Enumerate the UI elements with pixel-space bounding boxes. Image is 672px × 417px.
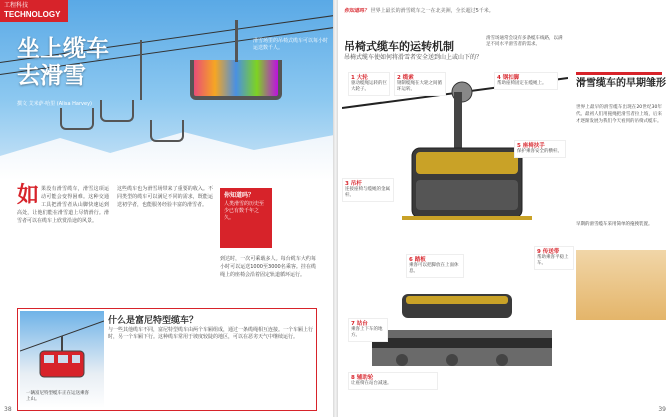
sidebar-box xyxy=(17,308,317,411)
hero-photo xyxy=(0,0,334,180)
callout-6-text: 乘客可以把脚放在上面休息。 xyxy=(409,263,459,274)
chairlift-seat xyxy=(150,120,184,142)
callout-6 xyxy=(406,254,464,278)
callout-9 xyxy=(534,246,574,270)
callout-8 xyxy=(348,372,438,390)
chair-hanger xyxy=(140,40,142,100)
article-title xyxy=(17,36,109,90)
byline: 撰文 艾米萨·哈里 (Alisa Harvey) xyxy=(17,101,93,107)
body-column-3: 到达时，一次可乘载多人。每台缆车大约每小时可以运送1000至3000名乘客。挂在缆绳上的座椅会沿着固定轨道循环运行。 xyxy=(220,256,316,278)
title-line-1: 坐上缆车 xyxy=(17,36,109,62)
sidebar-text: 与一些其他缆车不同，富尼特型缆车由两个车厢组成，通过一条缆绳相互连接。一个车厢上行时，另一个车厢下行。这种缆车常用于坡度较陡的地区，可以在恶劣天气中继续运行。 xyxy=(108,327,314,340)
right-page xyxy=(338,0,672,417)
funicular-photo xyxy=(20,311,104,408)
callout-5-head: 5 座椅扶手 xyxy=(517,143,545,149)
pull-quote-text: 人类滑雪的历史至少已有数千年之久。 xyxy=(224,201,265,221)
callout-8-head: 8 辅助轮 xyxy=(351,375,374,381)
chairlift-seat xyxy=(60,108,94,130)
callout-2-text: 钢制缆绳在大轮之间循环运转。 xyxy=(397,81,442,92)
history-title xyxy=(576,72,666,90)
callout-4 xyxy=(494,72,558,90)
callout-5-text: 保护乘客安全的横杆。 xyxy=(517,149,562,154)
page-number-right: 39 xyxy=(658,406,666,413)
body-column-2: 这些缆车也为滑雪场带来了重要的收入。不同类型的缆车可以满足不同的需求，既能运送初学者，也能服务经验丰富的滑雪者。 xyxy=(117,186,213,208)
diagram-title: 吊椅式缆车的运转机制 xyxy=(344,40,454,53)
callout-7-head: 7 站台 xyxy=(351,321,368,327)
history-caption: 早期的滑雪缆车采用简单的拖拽装置。 xyxy=(576,222,653,227)
callout-4-head: 4 钢扣脚 xyxy=(497,75,520,81)
callout-2 xyxy=(394,72,446,96)
dropcap: 如 xyxy=(17,183,40,208)
section-tag-zh: 工程科技 xyxy=(4,2,29,9)
section-tag-en: TECHNOLOGY xyxy=(4,10,61,19)
callout-7-text: 乘客上下车的地方。 xyxy=(351,327,383,338)
left-page xyxy=(0,0,334,417)
callout-2-head: 2 缆索 xyxy=(397,75,414,81)
title-line-2: 去滑雪 xyxy=(17,63,86,89)
body-text-1: 果没有滑雪缆车，滑雪这项运动可能会变得困难。这种交通工具把滑雪者从山脚快速运到高处，让他们能在滑雪道上尽情滑行。滑雪者可以在缆车上欣赏沿途的风景。 xyxy=(17,186,109,224)
callout-3-head: 3 吊杆 xyxy=(345,181,362,187)
chairlift-seat xyxy=(190,60,282,100)
callout-9-text: 帮助乘客平稳上车。 xyxy=(537,255,569,266)
photo-caption: 滑雪场里的吊椅式缆车可以每小时运送数千人。 xyxy=(253,38,329,51)
section-tag xyxy=(0,0,68,22)
callout-9-head: 9 传送带 xyxy=(537,249,560,255)
sidebar-caption: 一辆富尼特型缆车正在运送乘客上山。 xyxy=(26,391,89,402)
pull-quote xyxy=(220,188,272,248)
callout-3 xyxy=(342,178,394,202)
callout-3-text: 连接座椅与缆绳的金属杆。 xyxy=(345,187,390,198)
history-title-text: 滑雪缆车的早期雏形 xyxy=(576,78,666,89)
tip-label: 你知道吗？ xyxy=(344,8,370,14)
callout-6-head: 6 踏板 xyxy=(409,257,426,263)
chairlift-diagram xyxy=(342,68,568,408)
callout-1-head: 1 大轮 xyxy=(351,75,368,81)
did-you-know xyxy=(344,7,494,14)
tip-text: 世界上最长的滑雪缆车之一在北美洲，全长超过5千米。 xyxy=(370,8,494,14)
callout-1 xyxy=(348,72,390,96)
diagram-subtitle: 吊椅式缆车使如何将滑雪者安全送到山上或山下的？ xyxy=(344,54,483,61)
history-text: 世界上最早的滑雪缆车出现在20世纪30年代。最初人们用拖绳把滑雪者拉上坡，后来才逐渐发展为我们今天看到的吊椅式缆车。 xyxy=(576,105,662,124)
callout-1-text: 驱动缆绳运转的巨大轮子。 xyxy=(351,81,387,92)
top-note: 滑雪场通常会设有多条缆车线路，以满足不同水平滑雪者的需求。 xyxy=(486,36,563,47)
sidebar-title: 什么是富尼特型缆车？ xyxy=(108,316,199,326)
callout-8-text: 让座椅在站台减速。 xyxy=(351,381,392,386)
callout-4-text: 帮助座椅固定在缆绳上。 xyxy=(497,81,547,86)
callout-7 xyxy=(348,318,388,342)
chair-hanger xyxy=(235,20,238,62)
history-photo xyxy=(576,250,666,320)
pull-quote-title: 你知道吗？ xyxy=(224,192,255,199)
chairlift-seat xyxy=(100,100,134,122)
page-number-left: 38 xyxy=(4,406,12,413)
callout-5 xyxy=(514,140,566,158)
history-title-bar xyxy=(576,72,662,75)
body-column-1 xyxy=(17,185,109,225)
